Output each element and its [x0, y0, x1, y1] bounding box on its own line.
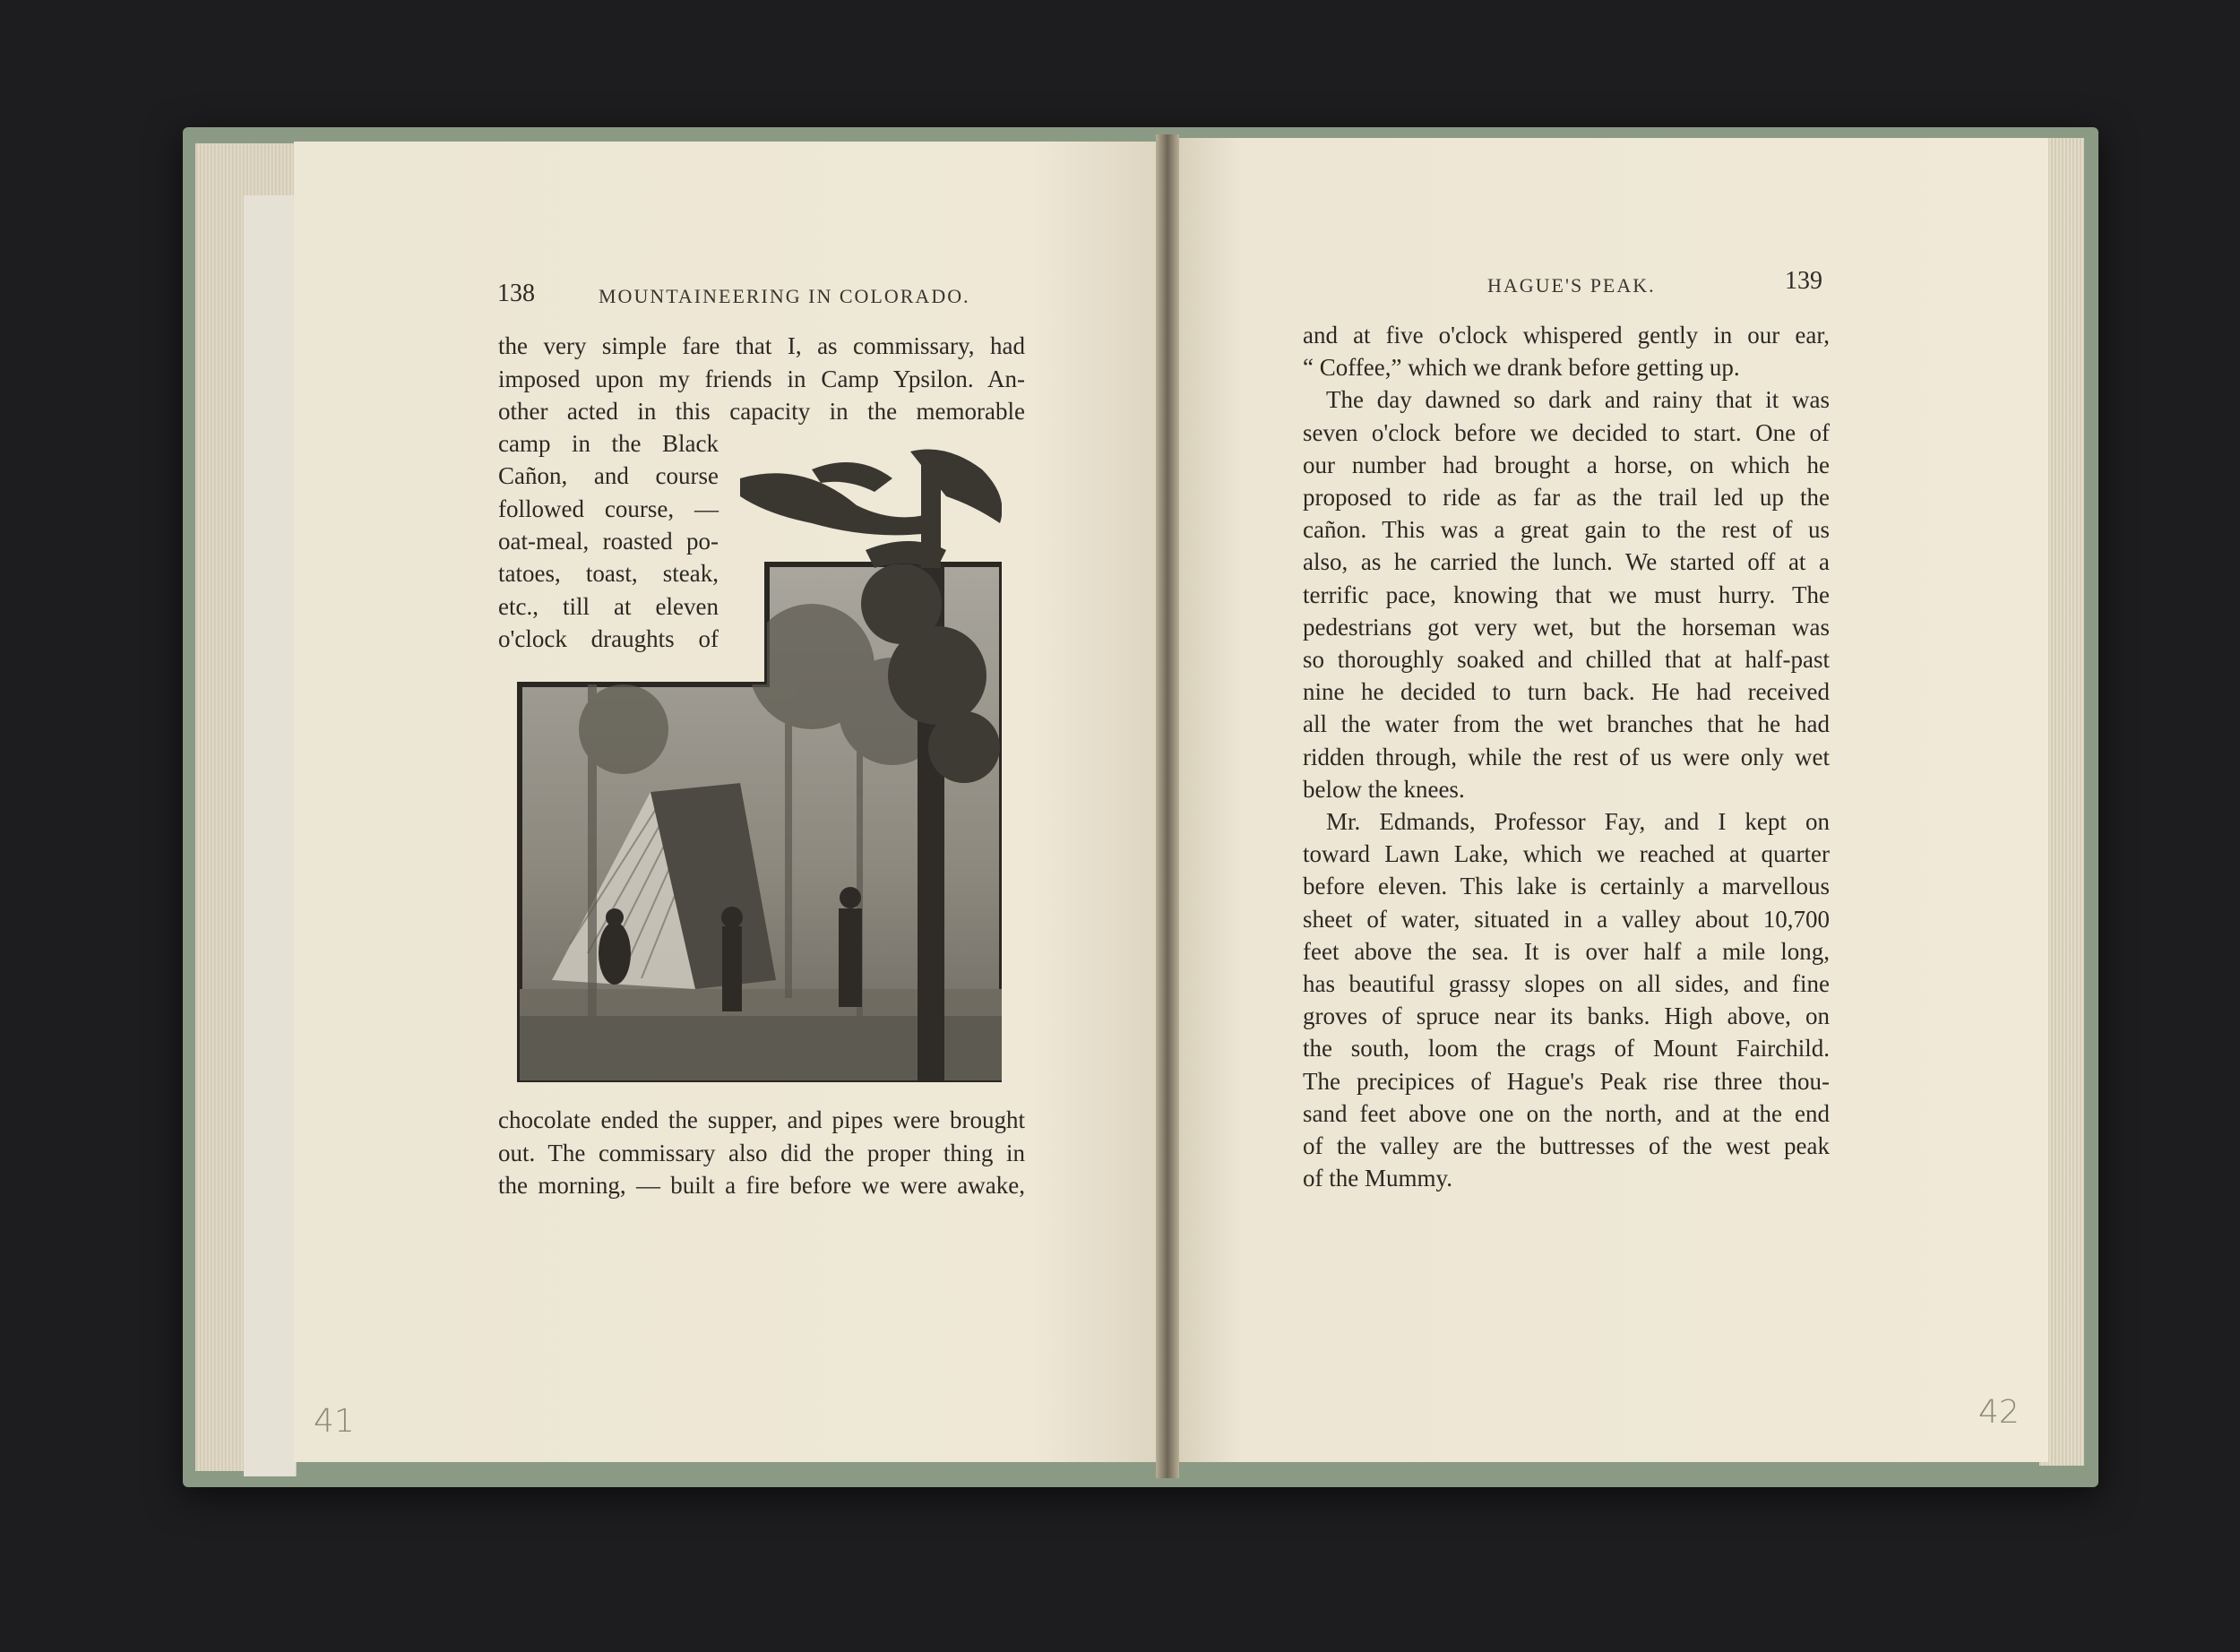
- text-line: before eleven. This lake is certainly a marvellous: [1303, 873, 1830, 900]
- left-page-number: 138: [497, 280, 535, 307]
- text-line: toward Lawn Lake, which we reached at quarter: [1303, 840, 1830, 868]
- book-gutter: [1156, 134, 1179, 1478]
- text-line: the south, loom the crags of Mount Fairchild.: [1303, 1035, 1830, 1063]
- text-line: The day dawned so dark and rainy that it was: [1326, 386, 1830, 414]
- right-page-number: 139: [1785, 267, 1822, 295]
- text-line: sand feet above one on the north, and at the end: [1303, 1099, 1830, 1127]
- text-line: also, as he carried the lunch. We started off at a: [1303, 548, 1830, 576]
- text-line: chocolate ended the supper, and pipes were brought: [498, 1106, 1025, 1133]
- text-line: camp in the Black: [498, 430, 719, 457]
- text-line: below the knees.: [1303, 775, 1465, 803]
- text-line: all the water from the wet branches that he had: [1303, 710, 1830, 738]
- right-running-head: HAGUE'S PEAK.: [1487, 274, 1656, 297]
- text-line: out. The commissary also did the proper thing in: [498, 1139, 1025, 1166]
- text-line: other acted in this capacity in the memorable: [498, 398, 1025, 425]
- text-line: tatoes, toast, steak,: [498, 560, 719, 588]
- left-pencil-number: 41: [314, 1403, 355, 1440]
- text-line: cañon. This was a great gain to the rest of us: [1303, 516, 1830, 544]
- right-pencil-number: 42: [1978, 1394, 2020, 1431]
- text-line: feet above the sea. It is over half a mile long,: [1303, 937, 1830, 965]
- text-line: terrific pace, knowing that we must hurry. The: [1303, 581, 1830, 608]
- text-line: imposed upon my friends in Camp Ypsilon. An-: [498, 365, 1025, 392]
- camp-photograph: [516, 443, 1002, 1082]
- text-line: oat-meal, roasted po-: [498, 527, 719, 555]
- text-line: our number had brought a horse, on which he: [1303, 451, 1830, 478]
- text-line: the very simple fare that I, as commissary, had: [498, 332, 1025, 359]
- text-line: of the Mummy.: [1303, 1165, 1452, 1192]
- text-line: “ Coffee,” which we drank before getting up.: [1303, 354, 1740, 382]
- text-line: Cañon, and course: [498, 462, 719, 490]
- text-line: followed course, —: [498, 495, 719, 522]
- text-line: nine he decided to turn back. He had received: [1303, 678, 1830, 706]
- guard-strip: [244, 195, 297, 1476]
- text-line: pedestrians got very wet, but the horseman was: [1303, 613, 1830, 641]
- text-line: o'clock draughts of: [498, 624, 719, 652]
- text-line: proposed to ride as far as the trail led up the: [1303, 484, 1830, 511]
- text-line: sheet of water, situated in a valley about 10,700: [1303, 905, 1830, 933]
- text-line: groves of spruce near its banks. High above, on: [1303, 1002, 1830, 1030]
- text-line: has beautiful grassy slopes on all sides, and fine: [1303, 970, 1830, 997]
- text-line: and at five o'clock whispered gently in our ear,: [1303, 322, 1830, 348]
- text-line: Mr. Edmands, Professor Fay, and I kept on: [1326, 808, 1830, 835]
- text-line: seven o'clock before we decided to start. One of: [1303, 418, 1830, 446]
- text-line: the morning, — built a fire before we were awake,: [498, 1172, 1025, 1199]
- text-line: so thoroughly soaked and chilled that at half-past: [1303, 646, 1830, 673]
- text-line: ridden through, while the rest of us were only wet: [1303, 743, 1830, 770]
- text-line: etc., till at eleven: [498, 592, 719, 620]
- text-line: of the valley are the buttresses of the west peak: [1303, 1132, 1830, 1159]
- left-running-head: MOUNTAINEERING IN COLORADO.: [599, 285, 970, 307]
- text-line: The precipices of Hague's Peak rise three thou-: [1303, 1067, 1830, 1095]
